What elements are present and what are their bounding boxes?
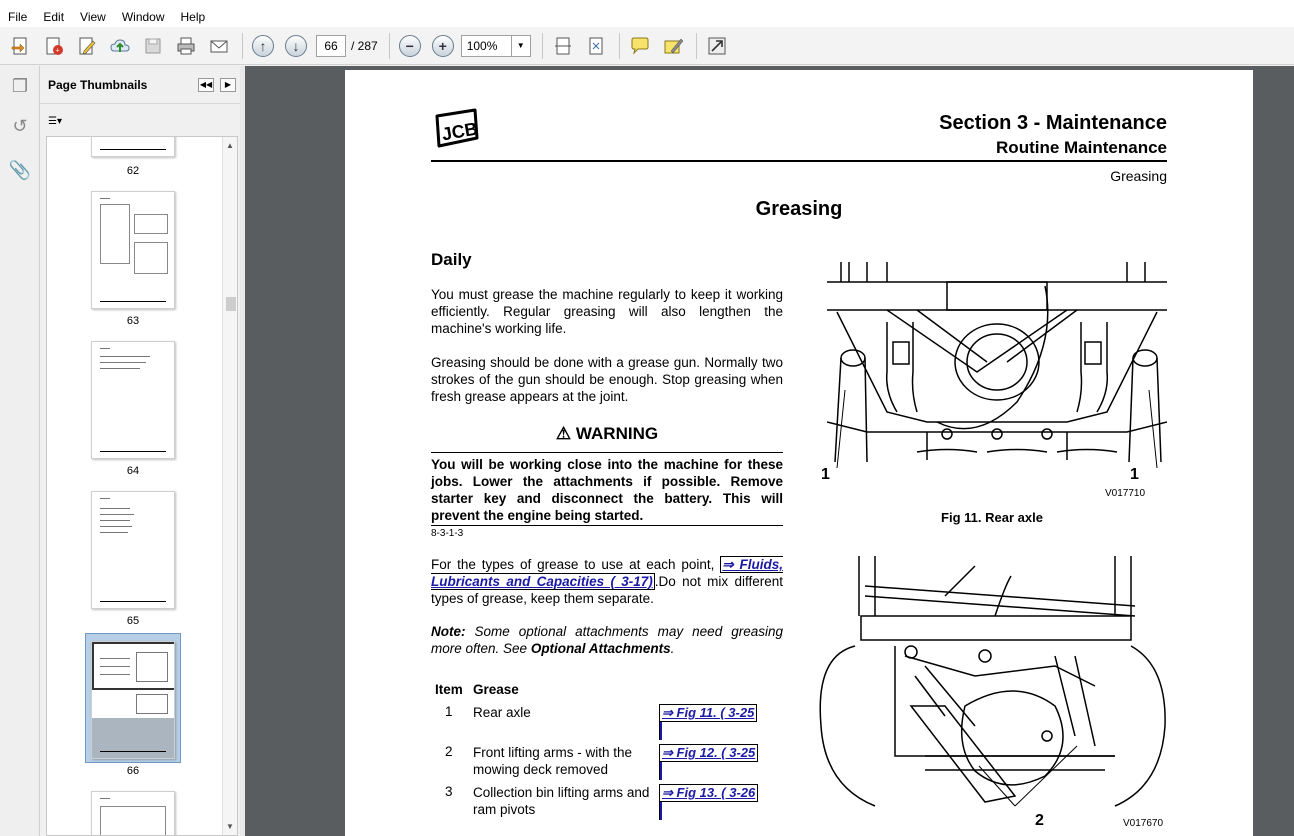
fig-13-link[interactable]: ⇒ Fig 13. ( 3-26 <box>659 784 758 802</box>
thumbnail-scrollbar[interactable] <box>222 137 238 835</box>
minus-icon: − <box>399 35 421 57</box>
svg-text:JCB: JCB <box>440 118 480 145</box>
figure-11-callout-right: 1 <box>1130 466 1139 483</box>
figure-11-callout-left: 1 <box>821 466 830 483</box>
edit-button[interactable] <box>72 31 102 61</box>
warning-title <box>431 424 783 444</box>
fluids-lubricants-link[interactable]: ⇒ Fluids, Lubricants and Capacities ( 3-17) <box>431 557 783 589</box>
paragraph-3-text: For the types of grease to use at each point, <box>431 557 721 572</box>
menu-window[interactable]: Window <box>121 10 165 24</box>
page-number-input[interactable]: 66 <box>316 35 346 57</box>
toolbar-separator <box>242 33 243 59</box>
jcb-logo <box>431 108 481 150</box>
note-end: . <box>670 641 675 656</box>
menu-file[interactable]: File <box>8 10 28 24</box>
thumbnail-page-63[interactable] <box>91 191 175 309</box>
fit-width-icon <box>585 35 607 57</box>
save-button[interactable] <box>138 31 168 61</box>
warning-title-text: WARNING <box>575 424 659 443</box>
arrow-up-icon: ↑ <box>252 35 274 57</box>
printer-icon <box>175 35 197 57</box>
figure-11-code: V017710 <box>1105 488 1146 499</box>
create-pdf-button[interactable] <box>39 31 69 61</box>
toolbar-separator <box>696 33 697 59</box>
comment-button[interactable] <box>625 31 655 61</box>
table-row-grease: Rear axle <box>473 705 531 720</box>
note-paragraph <box>431 623 783 657</box>
figure-11-caption: Fig 11. Rear axle <box>941 510 1043 525</box>
figure-12-code: V017670 <box>1123 818 1164 829</box>
scrollbar-thumb[interactable] <box>226 297 236 311</box>
zoom-in-button[interactable] <box>428 31 458 61</box>
create-pdf-icon <box>43 35 65 57</box>
toolbar <box>0 27 1294 65</box>
edit-pencil-icon <box>76 35 98 57</box>
thumbnail-page-62[interactable] <box>91 136 175 157</box>
scroll-up-icon[interactable]: ▲ <box>226 141 234 150</box>
menu-help[interactable]: Help <box>180 10 206 24</box>
fig-11-link[interactable]: ⇒ Fig 11. ( 3-25 <box>659 704 757 722</box>
thumbnail-list[interactable] <box>46 136 238 836</box>
paragraph-3-tail: .Do not mix different types of grease, keep them separate. <box>431 574 783 606</box>
warning-body: You will be working close into the machine for these jobs. Lower the attachments if possible. Remove starter key and disconnect the battery. This will prevent the engine being started. <box>431 457 783 523</box>
comment-bubble-icon <box>629 35 651 57</box>
fig-13-link-text: Fig 13. ( 3-26 <box>676 785 756 800</box>
open-file-icon <box>10 35 32 57</box>
thumbnail-options-button[interactable] <box>48 112 76 130</box>
fluids-link-text: Fluids, Lubricants and Capacities ( 3-17) <box>431 557 783 589</box>
thumbnail-label: 65 <box>126 615 140 627</box>
panel-collapse-button[interactable]: ◀◀ <box>198 78 214 92</box>
page-thumbnails-panel <box>40 66 240 836</box>
table-row-grease: Front lifting arms - with the mowing deck removed <box>473 745 633 777</box>
paragraph-1: You must grease the machine regularly to keep it working efficiently. Regular greasing will also lengthen the machine's working life. <box>431 287 783 336</box>
link-continuation-bar <box>659 722 662 740</box>
page-total: / 287 <box>351 38 378 53</box>
page-heading: Greasing <box>755 198 843 220</box>
print-button[interactable] <box>171 31 201 61</box>
open-button[interactable] <box>6 31 36 61</box>
toolbar-separator <box>389 33 390 59</box>
zoom-dropdown[interactable] <box>511 35 531 57</box>
menu-bar <box>0 7 1294 27</box>
chevron-down-icon: ▼ <box>516 41 525 50</box>
warning-triangle-icon: ⚠ <box>555 424 572 443</box>
document-viewer[interactable] <box>245 66 1294 836</box>
header-rule <box>431 160 1167 162</box>
toolbar-separator <box>542 33 543 59</box>
title-bar-strip <box>0 0 1294 7</box>
link-continuation-bar <box>659 802 662 820</box>
paragraph-3 <box>431 556 783 607</box>
menu-edit[interactable]: Edit <box>43 10 65 24</box>
save-disk-icon <box>142 35 164 57</box>
note-label: Note: <box>431 624 466 639</box>
section-subtitle: Routine Maintenance <box>996 138 1167 157</box>
thumbnail-page-64[interactable] <box>91 341 175 459</box>
fig-12-link-text: Fig 12. ( 3-25 <box>676 745 756 760</box>
arrow-down-icon: ↓ <box>285 35 307 57</box>
options-menu-icon: ☰▾ <box>48 115 62 127</box>
fit-page-icon <box>552 35 574 57</box>
paragraph-2: Greasing should be done with a grease gun. Normally two strokes of the gun should be enough. Stop greasing when fresh grease appears at the joint. <box>431 355 783 404</box>
thumbnail-label: 64 <box>126 465 140 477</box>
thumbnail-page-66[interactable] <box>91 641 175 759</box>
menu-view[interactable]: View <box>80 10 106 24</box>
table-header-grease: Grease <box>473 682 519 697</box>
envelope-icon <box>208 35 230 57</box>
fit-width-button[interactable] <box>581 31 611 61</box>
zoom-input[interactable]: 100% <box>461 35 511 57</box>
thumbnail-page-65[interactable] <box>91 491 175 609</box>
link-continuation-bar <box>659 762 662 780</box>
rear-axle-illustration <box>827 262 1167 502</box>
subheading-daily: Daily <box>431 250 472 269</box>
page-thumbnails-icon[interactable]: ❐ <box>11 75 29 96</box>
highlight-button[interactable] <box>658 31 688 61</box>
thumbnail-label: 66 <box>126 765 140 777</box>
section-title: Section 3 - Maintenance <box>939 112 1167 134</box>
thumbnail-page-67[interactable] <box>91 791 175 836</box>
previous-page-button[interactable] <box>248 31 278 61</box>
pdf-page <box>345 70 1253 836</box>
toolbar-separator <box>619 33 620 59</box>
warning-rule-top <box>431 452 783 453</box>
note-text: Some optional attachments may need greasing more often. See <box>431 624 783 656</box>
front-lifting-arms-illustration <box>815 556 1167 816</box>
warning-code: 8-3-1-3 <box>431 528 464 539</box>
table-row-item: 1 <box>445 704 453 719</box>
highlight-pen-icon <box>662 35 684 57</box>
upload-button[interactable] <box>105 31 135 61</box>
next-page-button[interactable] <box>281 31 311 61</box>
full-screen-button[interactable] <box>702 31 732 61</box>
thumbnails-panel-title: Page Thumbnails <box>40 66 240 104</box>
email-button[interactable] <box>204 31 234 61</box>
table-header-item: Item <box>435 682 463 697</box>
plus-icon: + <box>432 35 454 57</box>
thumbnail-label: 62 <box>126 165 140 177</box>
zoom-out-button[interactable] <box>395 31 425 61</box>
expand-arrows-icon <box>706 35 728 57</box>
svg-text:+: + <box>55 47 60 54</box>
scroll-down-icon[interactable]: ▼ <box>226 822 234 831</box>
warning-rule-bottom <box>431 525 783 526</box>
thumbnail-label: 63 <box>126 315 140 327</box>
section-topic: Greasing <box>1110 168 1167 184</box>
bookmarks-icon[interactable]: ↺ <box>12 115 28 136</box>
navigation-rail <box>0 66 40 836</box>
table-row-item: 3 <box>445 784 453 799</box>
attachments-paperclip-icon[interactable]: 📎 <box>8 159 32 180</box>
panel-expand-button[interactable]: ▶ <box>220 78 236 92</box>
table-row-grease: Collection bin lifting arms and ram pivots <box>473 785 650 817</box>
fig-11-link-text: Fig 11. ( 3-25 <box>676 705 755 720</box>
table-row-item: 2 <box>445 744 453 759</box>
fit-page-button[interactable] <box>548 31 578 61</box>
figure-12-callout: 2 <box>1035 812 1044 829</box>
optional-attachments-ref: Optional Attachments <box>530 641 671 656</box>
fig-12-link[interactable]: ⇒ Fig 12. ( 3-25 <box>659 744 758 762</box>
cloud-upload-icon <box>109 35 131 57</box>
